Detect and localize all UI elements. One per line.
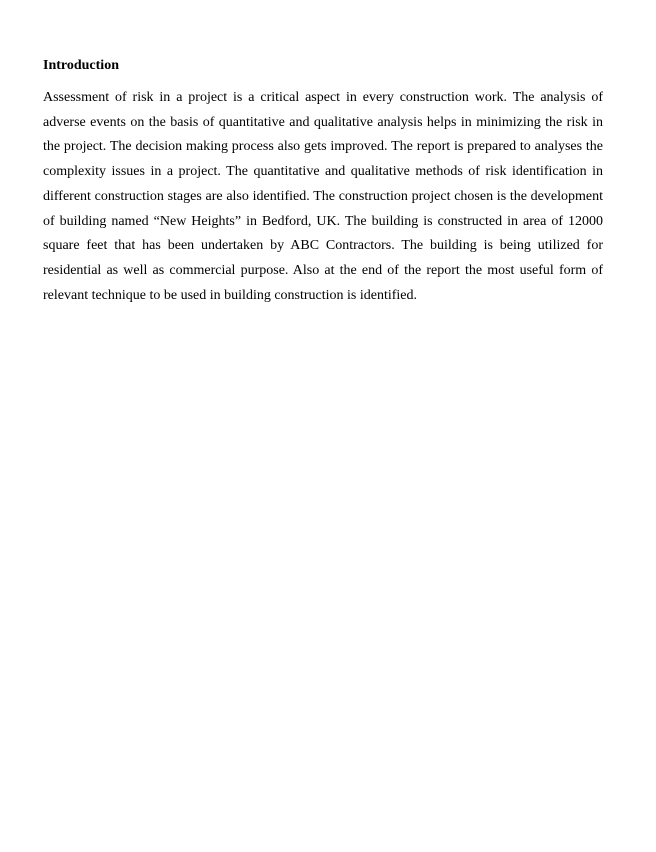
document-content xyxy=(43,56,603,308)
section-heading: Introduction xyxy=(43,58,119,73)
introduction-paragraph: Assessment of risk in a project is a critical aspect in every construction work. The analysis of adverse events on the basis of quantitative and qualitative analysis helps in minimizing the risk in the project. The decision making process also gets improved. The report is prepared to analyses the complexity issues in a project. The quantitative and qualitative methods of risk identification in different construction stages are also identified. The construction project chosen is the development of building named “New Heights” in Bedford, UK. The building is constructed in area of 12000 square feet that has been undertaken by ABC Contractors. The building is being utilized for residential as well as commercial purpose. Also at the end of the report the most useful form of relevant technique to be used in building construction is identified. xyxy=(43,90,603,303)
